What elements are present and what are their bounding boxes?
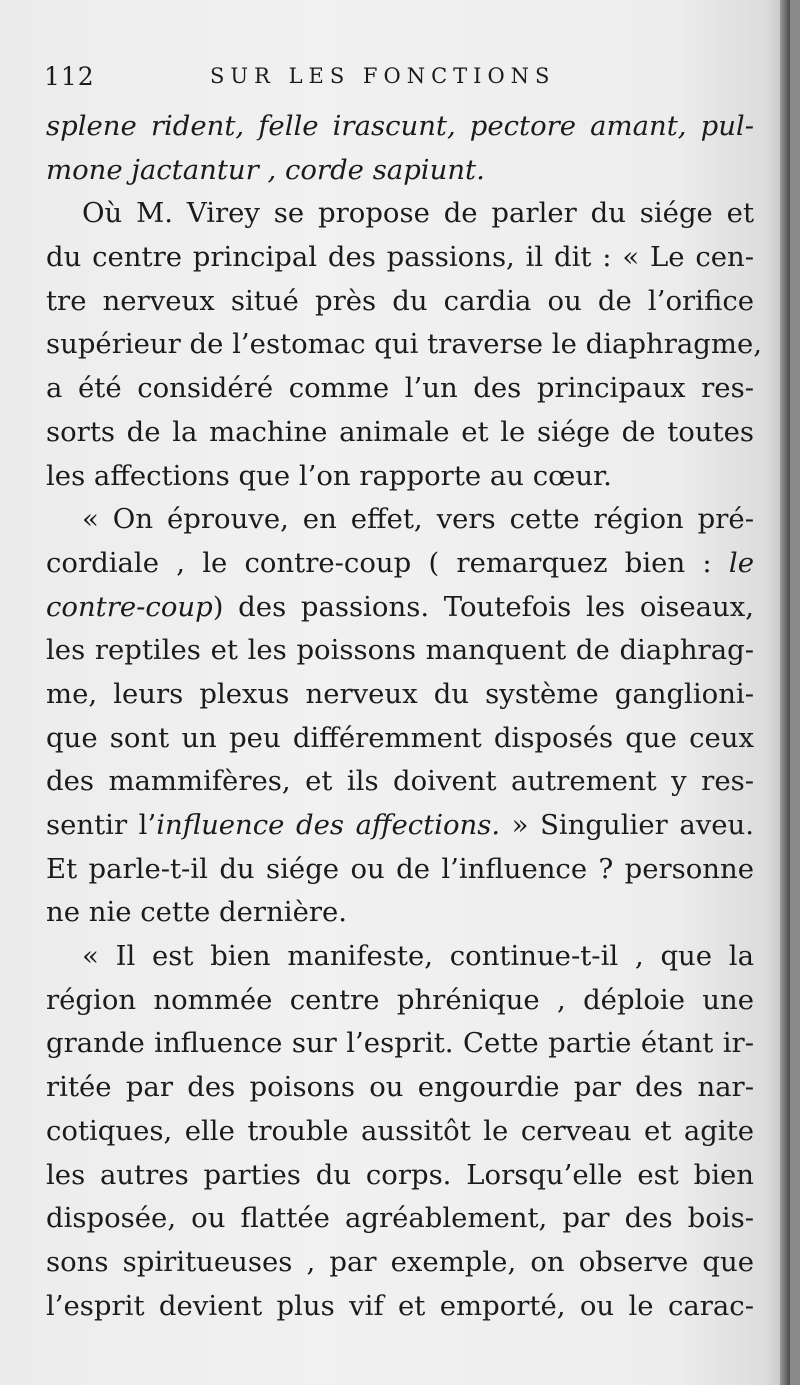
text-segment: » Singulier aveu.	[500, 809, 754, 841]
text-line: les reptiles et les poissons manquent de diaphrag-	[46, 634, 754, 667]
text-line: cotiques, elle trouble aussitôt le cerveau et agite	[46, 1114, 754, 1147]
text-line: que sont un peu différemment disposés que ceux	[46, 721, 754, 754]
page-edge-shadow	[780, 0, 790, 1385]
text-line	[46, 586, 754, 630]
text-segment: cordiale , le contre-coup ( remarquez bien :	[46, 546, 712, 579]
text-line: tre nerveux situé près du cardia ou de l’orifice	[46, 284, 754, 317]
page-number: 112	[44, 62, 95, 91]
text-line: « On éprouve, en effet, vers cette région pré-	[82, 503, 754, 536]
text-line	[46, 804, 754, 848]
text-line: l’esprit devient plus vif et emporté, ou le carac-	[46, 1289, 754, 1322]
text-line: « Il est bien manifeste, continue-t-il , que la	[82, 940, 754, 973]
text-line: a été considéré comme l’un des principaux res-	[46, 372, 754, 405]
text-line: disposée, ou flattée agréablement, par des bois-	[46, 1202, 754, 1235]
text-line	[46, 542, 754, 586]
text-line: splene rident, felle irascunt, pectore amant, pul-	[46, 110, 754, 142]
text-line: ne nie cette dernière.	[46, 896, 348, 929]
text-line: sons spiritueuses , par exemple, on observe que	[46, 1245, 754, 1278]
text-line: les autres parties du corps. Lorsqu’elle est bien	[46, 1158, 754, 1191]
text-segment-italic: influence des affections.	[156, 809, 501, 841]
text-line: des mammifères, et ils doivent autrement y res-	[46, 765, 754, 798]
text-line: ritée par des poisons ou engourdie par des nar-	[46, 1071, 754, 1104]
text-segment-italic: le	[728, 546, 754, 579]
text-line: région nommée centre phrénique , déploie une	[46, 983, 754, 1016]
text-line: sorts de la machine animale et le siége de toutes	[46, 415, 754, 448]
text-segment: sentir l’	[46, 809, 157, 841]
running-head: SUR LES FONCTIONS	[210, 64, 556, 88]
text-line: Où M. Virey se propose de parler du siége et	[82, 197, 754, 230]
text-segment: ) des passions. Toutefois les oiseaux,	[212, 590, 754, 623]
text-line: du centre principal des passions, il dit : « Le cen-	[46, 241, 754, 274]
page-header	[44, 62, 750, 98]
text-line: mone jactantur , corde sapiunt.	[46, 153, 485, 186]
body-text	[46, 105, 762, 1328]
text-line: me, leurs plexus nerveux du système ganglioni-	[46, 677, 754, 710]
text-line: les affections que l’on rapporte au cœur.	[46, 459, 612, 492]
text-line: Et parle-t-il du siége ou de l’influence ? personne	[46, 852, 754, 885]
text-segment-italic: contre-coup	[46, 590, 213, 623]
text-line: supérieur de l’estomac qui traverse le diaphragme,	[46, 328, 762, 361]
text-line: grande influence sur l’esprit. Cette partie étant ir-	[46, 1027, 754, 1060]
